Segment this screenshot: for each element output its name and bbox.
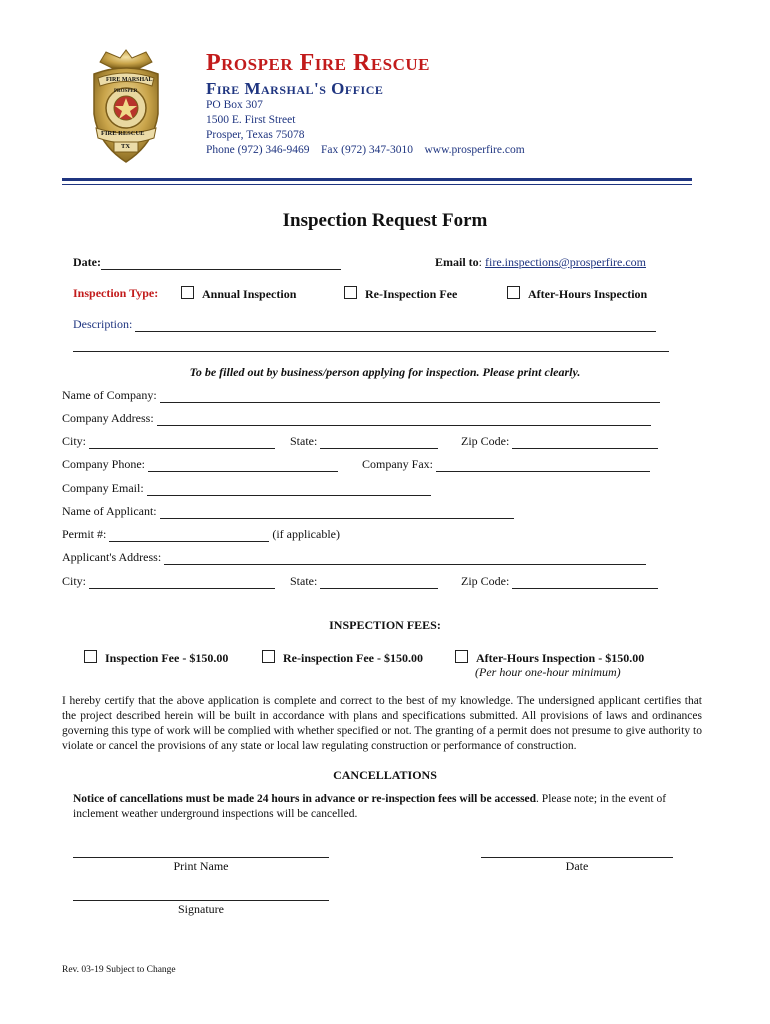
inspection-type-reinspection-label: Re-Inspection Fee	[365, 287, 458, 301]
company-fax-field	[362, 457, 650, 472]
inspection-type-afterhours[interactable]	[507, 286, 647, 302]
city-input-2[interactable]	[89, 576, 275, 589]
signature-input[interactable]	[73, 900, 329, 901]
date-label: Date:	[73, 255, 101, 269]
cancellations-heading: CANCELLATIONS	[333, 768, 437, 782]
applicant-name-field	[62, 504, 514, 519]
org-name: Prosper Fire Rescue	[206, 50, 431, 76]
certification-text: I hereby certify that the above application is complete and correct to the best of my knowledge. The undersigned applicant certifies that the project described herein will be built in accordance with plans and specifications submitted. All provisions of laws and ordinances governing this type of work will be complied with whether specified or not. The granting of a permit does not presume to give authority to violate or cancel the provisions of any state or local law regulating construction or performance of construction.	[62, 695, 702, 752]
permit-field	[62, 527, 340, 542]
checkbox[interactable]	[181, 286, 194, 299]
email-to: Email to: fire.inspections@prosperfire.com	[435, 255, 647, 269]
company-phone-field	[62, 457, 338, 472]
zip-field-2	[461, 574, 658, 589]
website-link[interactable]: www.prosperfire.com	[424, 144, 525, 156]
state-input-2[interactable]	[320, 576, 438, 589]
instructions: To be filled out by business/person applying for inspection. Please print clearly.	[189, 365, 581, 379]
company-address-label: Company Address:	[62, 411, 154, 425]
state-label-2: State:	[290, 574, 318, 588]
header-divider	[62, 178, 692, 181]
permit-note: (if applicable)	[272, 527, 340, 541]
fee-reinspection[interactable]	[262, 650, 423, 666]
cancellations-notice	[73, 792, 693, 822]
signature-label: Signature	[178, 902, 224, 916]
fee-afterhours-label: After-Hours Inspection - $150.00	[476, 651, 645, 665]
company-email-field	[62, 481, 431, 496]
cancellations-notice-rest: . Please note; in the event of inclement weather underground inspections will be cancelled.	[73, 793, 667, 820]
inspection-type-reinspection[interactable]	[344, 286, 457, 302]
checkbox[interactable]	[507, 286, 520, 299]
company-phone-input[interactable]	[148, 459, 338, 472]
header-divider-thin	[62, 184, 692, 185]
address-line-3: Prosper, Texas 75078	[206, 129, 305, 141]
inspection-type-afterhours-label: After-Hours Inspection	[528, 287, 648, 301]
zip-label-2: Zip Code:	[461, 574, 510, 588]
badge-top-banner-text: FIRE MARSHAL	[106, 77, 153, 83]
state-input[interactable]	[320, 436, 438, 449]
date-signature-label: Date	[565, 859, 589, 873]
city-field	[62, 434, 275, 449]
address-line-2: 1500 E. First Street	[206, 114, 296, 126]
company-address-field	[62, 411, 651, 426]
description-field	[73, 317, 656, 332]
zip-input-2[interactable]	[512, 576, 658, 589]
fax-number: Fax (972) 347-3010	[321, 144, 413, 156]
date-field	[73, 255, 341, 270]
office-name: Fire Marshal's Office	[206, 79, 384, 98]
description-label: Description:	[73, 317, 133, 331]
checkbox[interactable]	[344, 286, 357, 299]
zip-input[interactable]	[512, 436, 658, 449]
zip-label: Zip Code:	[461, 434, 510, 448]
company-name-label: Name of Company:	[62, 388, 157, 402]
company-email-input[interactable]	[147, 483, 431, 496]
company-fax-input[interactable]	[436, 459, 650, 472]
state-field	[290, 434, 438, 449]
badge-state-text: TX	[121, 143, 131, 150]
print-name-input[interactable]	[73, 857, 329, 858]
city-label-2: City:	[62, 574, 87, 588]
city-label: City:	[62, 434, 87, 448]
applicant-address-field	[62, 550, 646, 565]
company-name-input[interactable]	[160, 390, 660, 403]
fee-afterhours[interactable]	[455, 650, 644, 666]
fee-inspection[interactable]	[84, 650, 228, 666]
company-address-input[interactable]	[157, 413, 651, 426]
fire-marshal-badge-icon	[84, 44, 168, 168]
fee-reinspection-label: Re-inspection Fee - $150.00	[283, 651, 423, 665]
fees-heading: INSPECTION FEES:	[329, 618, 441, 632]
fee-afterhours-note: (Per hour one-hour minimum)	[475, 665, 621, 679]
inspection-type-annual-label: Annual Inspection	[202, 287, 297, 301]
description-input-line-2[interactable]	[73, 351, 669, 352]
city-field-2	[62, 574, 275, 589]
print-name-label: Print Name	[173, 859, 229, 873]
applicant-name-input[interactable]	[160, 506, 514, 519]
description-input[interactable]	[135, 319, 656, 332]
state-label: State:	[290, 434, 318, 448]
zip-field	[461, 434, 658, 449]
company-fax-label: Company Fax:	[362, 457, 433, 471]
city-input[interactable]	[89, 436, 275, 449]
applicant-address-input[interactable]	[164, 552, 646, 565]
email-label: Email to	[435, 255, 479, 269]
inspection-type-label: Inspection Type:	[73, 286, 159, 300]
phone-number: Phone (972) 346-9469	[206, 144, 310, 156]
company-name-field	[62, 388, 660, 403]
state-field-2	[290, 574, 438, 589]
revision-footer: Rev. 03-19 Subject to Change	[62, 965, 176, 975]
form-title: Inspection Request Form	[282, 210, 488, 231]
checkbox[interactable]	[262, 650, 275, 663]
badge-bottom-banner-text: FIRE RESCUE	[101, 130, 145, 137]
inspection-type-annual[interactable]	[181, 286, 296, 302]
date-input[interactable]	[101, 257, 341, 270]
date-signature-input[interactable]	[481, 857, 673, 858]
company-phone-label: Company Phone:	[62, 457, 145, 471]
fee-inspection-label: Inspection Fee - $150.00	[105, 651, 229, 665]
applicant-name-label: Name of Applicant:	[62, 504, 157, 518]
checkbox[interactable]	[84, 650, 97, 663]
permit-label: Permit #:	[62, 527, 107, 541]
company-email-label: Company Email:	[62, 481, 144, 495]
checkbox[interactable]	[455, 650, 468, 663]
email-link[interactable]: fire.inspections@prosperfire.com	[485, 255, 647, 269]
badge-seal-text: PROSPER	[114, 89, 138, 94]
contact-line	[206, 144, 525, 156]
cancellations-notice-bold: Notice of cancellations must be made 24 hours in advance or re-inspection fees will be accessed	[73, 793, 537, 805]
applicant-address-label: Applicant's Address:	[62, 550, 162, 564]
address-line-1: PO Box 307	[206, 99, 263, 111]
permit-input[interactable]	[109, 529, 269, 542]
